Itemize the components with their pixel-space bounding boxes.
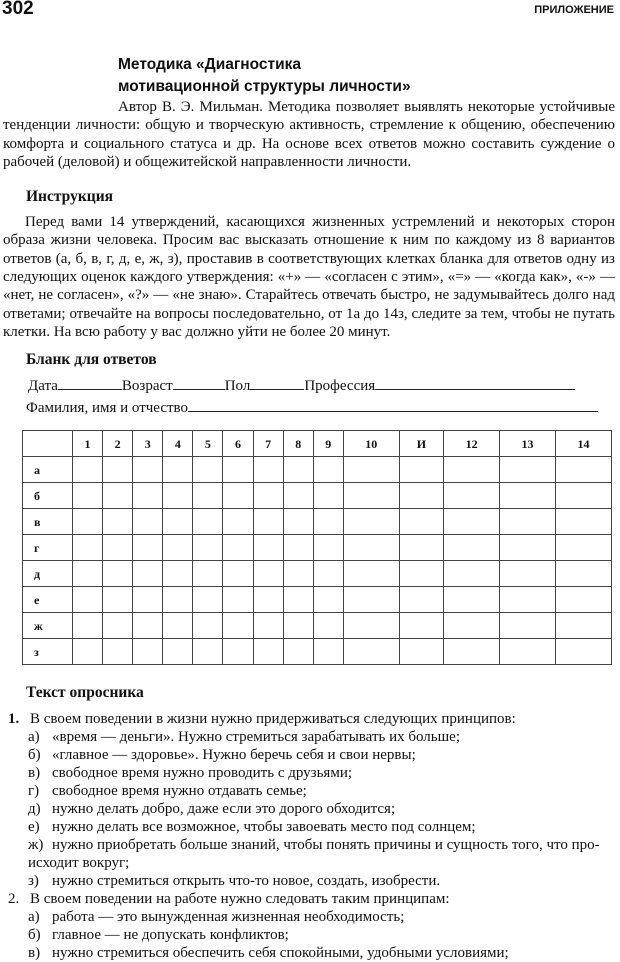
answer-cell[interactable] xyxy=(253,587,283,613)
option-text: «главное — здоровье». Нужно беречь себя и свои нервы; xyxy=(52,747,416,764)
answer-cell[interactable] xyxy=(103,561,133,587)
answer-cell[interactable] xyxy=(399,483,443,509)
questionnaire-list xyxy=(0,710,620,962)
column-header: 12 xyxy=(444,431,500,457)
answer-cell[interactable] xyxy=(163,535,193,561)
answer-cell[interactable] xyxy=(343,613,399,639)
answer-cell[interactable] xyxy=(103,483,133,509)
answer-cell[interactable] xyxy=(193,535,223,561)
question-option xyxy=(0,872,620,890)
answer-cell[interactable] xyxy=(163,509,193,535)
instruction-paragraph xyxy=(3,213,615,341)
answer-cell[interactable] xyxy=(283,535,313,561)
question-option xyxy=(0,908,620,926)
answer-cell[interactable] xyxy=(163,639,193,665)
question-option xyxy=(0,836,620,854)
answer-cell[interactable] xyxy=(73,509,103,535)
answer-cell[interactable] xyxy=(73,587,103,613)
answer-cell[interactable] xyxy=(103,613,133,639)
profession-field[interactable] xyxy=(375,375,575,390)
answer-cell[interactable] xyxy=(253,535,283,561)
answer-cell[interactable] xyxy=(163,561,193,587)
age-label: Возраст xyxy=(121,378,173,395)
answer-cell[interactable] xyxy=(133,457,163,483)
question-option xyxy=(0,728,620,746)
answer-cell[interactable] xyxy=(399,561,443,587)
option-text: нужно делать все возможное, чтобы завоевать место под солнцем; xyxy=(52,819,476,836)
answer-cell[interactable] xyxy=(500,613,556,639)
answer-cell[interactable] xyxy=(283,483,313,509)
answer-cell[interactable] xyxy=(313,457,343,483)
option-text: «время — деньги». Нужно стремиться зарабатывать их больше; xyxy=(52,729,461,746)
answer-grid xyxy=(22,430,612,665)
answer-cell[interactable] xyxy=(193,561,223,587)
grid-row xyxy=(23,587,612,613)
question-option xyxy=(0,818,620,836)
row-label: в xyxy=(23,509,73,535)
answer-cell[interactable] xyxy=(444,613,500,639)
answer-cell[interactable] xyxy=(103,509,133,535)
page-number: 302 xyxy=(2,0,34,19)
answer-cell[interactable] xyxy=(193,639,223,665)
option-letter: а) xyxy=(28,729,40,746)
answer-cell[interactable] xyxy=(253,457,283,483)
question-option xyxy=(0,764,620,782)
column-header: 13 xyxy=(500,431,556,457)
answer-cell[interactable] xyxy=(555,509,611,535)
question-option xyxy=(0,746,620,764)
answer-cell[interactable] xyxy=(399,509,443,535)
column-header: И xyxy=(399,431,443,457)
answer-cell[interactable] xyxy=(399,587,443,613)
option-text-continued: исходит вокруг; xyxy=(28,855,130,872)
answer-cell[interactable] xyxy=(283,457,313,483)
answer-cell[interactable] xyxy=(133,483,163,509)
answer-cell[interactable] xyxy=(500,483,556,509)
answer-cell[interactable] xyxy=(193,613,223,639)
answer-cell[interactable] xyxy=(313,561,343,587)
answer-cell[interactable] xyxy=(133,613,163,639)
option-text: свободное время нужно проводить с друзьями; xyxy=(52,765,353,782)
question-text: В своем поведении в жизни нужно придерживаться следующих принципов: xyxy=(30,711,516,728)
grid-row xyxy=(23,509,612,535)
option-text: главное — не допускать конфликтов; xyxy=(52,927,289,944)
answer-cell[interactable] xyxy=(73,483,103,509)
answer-cell[interactable] xyxy=(555,587,611,613)
answer-cell[interactable] xyxy=(163,613,193,639)
answer-cell[interactable] xyxy=(223,457,253,483)
answer-cell[interactable] xyxy=(223,639,253,665)
question-option xyxy=(0,782,620,800)
answer-cell[interactable] xyxy=(163,483,193,509)
row-label: з xyxy=(23,639,73,665)
answer-cell[interactable] xyxy=(193,587,223,613)
title-line: мотивационной структуры личности» xyxy=(118,78,411,95)
answer-cell[interactable] xyxy=(555,613,611,639)
answer-cell[interactable] xyxy=(313,483,343,509)
answer-cell[interactable] xyxy=(283,509,313,535)
sex-field[interactable] xyxy=(250,375,304,390)
answer-cell[interactable] xyxy=(253,561,283,587)
answer-cell[interactable] xyxy=(343,535,399,561)
answer-cell[interactable] xyxy=(343,561,399,587)
answer-cell[interactable] xyxy=(223,509,253,535)
answer-cell[interactable] xyxy=(223,613,253,639)
question-option xyxy=(0,800,620,818)
answer-cell[interactable] xyxy=(444,509,500,535)
answer-cell[interactable] xyxy=(103,587,133,613)
answer-cell[interactable] xyxy=(343,483,399,509)
answer-cell[interactable] xyxy=(133,639,163,665)
option-letter: в) xyxy=(28,765,41,782)
answer-cell[interactable] xyxy=(133,587,163,613)
option-text: работа — это вынужденная жизненная необходимость; xyxy=(52,909,405,926)
question xyxy=(0,710,620,728)
option-text: нужно приобретать больше знаний, чтобы понять причины и сущность того, что про- xyxy=(52,837,600,854)
option-text: нужно стремиться открыть что-то новое, создать, изобрести. xyxy=(52,873,441,890)
answer-cell[interactable] xyxy=(555,639,611,665)
answer-cell[interactable] xyxy=(444,483,500,509)
answer-cell[interactable] xyxy=(343,639,399,665)
name-row xyxy=(26,397,620,419)
instruction-heading: Инструкция xyxy=(26,188,114,206)
answer-cell[interactable] xyxy=(133,561,163,587)
option-letter: з) xyxy=(28,873,39,890)
answer-cell[interactable] xyxy=(555,535,611,561)
answer-cell[interactable] xyxy=(133,509,163,535)
question-number: 1. xyxy=(8,711,20,728)
row-label: г xyxy=(23,535,73,561)
row-label: е xyxy=(23,587,73,613)
answer-cell[interactable] xyxy=(313,587,343,613)
grid-row xyxy=(23,483,612,509)
answer-cell[interactable] xyxy=(223,587,253,613)
profession-label: Профессия xyxy=(304,378,376,395)
column-header: 6 xyxy=(223,431,253,457)
answer-cell[interactable] xyxy=(313,509,343,535)
option-text: нужно стремиться обеспечить себя спокойными, удобными условиями; xyxy=(52,945,509,962)
answer-cell[interactable] xyxy=(223,483,253,509)
option-letter: б) xyxy=(28,747,41,764)
column-header: 2 xyxy=(103,431,133,457)
answer-cell[interactable] xyxy=(500,639,556,665)
column-header: 9 xyxy=(313,431,343,457)
answer-cell[interactable] xyxy=(223,535,253,561)
column-header: 1 xyxy=(73,431,103,457)
date-field[interactable] xyxy=(58,375,122,390)
question-option xyxy=(0,944,620,962)
option-letter: г) xyxy=(28,783,40,800)
intro-text: Автор В. Э. Мильман. Методика позволяет выявлять некоторые устойчивые тенденции личности: общую и творческую активность, стремление к общению, обеспечению комфорта и социального статуса и др. На основе всех ответов можно составить суждение о рабочей (деловой) и общежитейской направленности личности. xyxy=(3,99,615,170)
option-letter: д) xyxy=(28,801,41,818)
column-header: 5 xyxy=(193,431,223,457)
age-field[interactable] xyxy=(173,375,225,390)
column-header: 4 xyxy=(163,431,193,457)
answer-cell[interactable] xyxy=(283,561,313,587)
option-text: нужно делать добро, даже если это дорого обходится; xyxy=(52,801,396,818)
option-letter: ж) xyxy=(28,837,44,854)
sex-label: Пол xyxy=(224,378,251,395)
answer-cell[interactable] xyxy=(253,483,283,509)
answer-cell[interactable] xyxy=(555,561,611,587)
answer-cell[interactable] xyxy=(193,457,223,483)
answer-cell[interactable] xyxy=(343,457,399,483)
answer-cell[interactable] xyxy=(343,509,399,535)
page-title xyxy=(118,54,620,98)
column-header: 10 xyxy=(343,431,399,457)
grid-row xyxy=(23,639,612,665)
answer-cell[interactable] xyxy=(73,639,103,665)
answer-cell[interactable] xyxy=(313,535,343,561)
name-field[interactable] xyxy=(188,397,598,412)
running-title: ПРИЛОЖЕНИЕ xyxy=(534,4,614,16)
row-label: а xyxy=(23,457,73,483)
grid-row xyxy=(23,561,612,587)
answer-cell[interactable] xyxy=(313,613,343,639)
answer-cell[interactable] xyxy=(399,639,443,665)
answer-cell[interactable] xyxy=(399,613,443,639)
answer-cell[interactable] xyxy=(283,613,313,639)
question-option xyxy=(0,926,620,944)
answer-cell[interactable] xyxy=(73,613,103,639)
row-label: д xyxy=(23,561,73,587)
answer-cell[interactable] xyxy=(500,509,556,535)
option-letter: б) xyxy=(28,927,41,944)
column-header: 14 xyxy=(555,431,611,457)
answer-cell[interactable] xyxy=(500,561,556,587)
answer-cell[interactable] xyxy=(193,509,223,535)
grid-row xyxy=(23,457,612,483)
question-number: 2. xyxy=(8,891,20,908)
instruction-text: Перед вами 14 утверждений, касающихся жизненных устремлений и некоторых сторон образа жизни человека. Просим вас высказать отношение к ним по каждому из 8 вариантов ответов (а, б, в, г, д, е, ж, з), проставив в соответствующих клетках бланка для ответов одну из следующих оценок каждого утверждения: «+» — «согласен с этим», «=» — «когда как», «-» — «нет, не согласен», «?» — «не знаю». Старайтесь отвечать быстро, не задумывайтесь долго над ответами; отвечайте на вопросы последовательно, от 1а до 14з, следите за тем, чтобы не путать клетки. На всю работу у вас должно уйти не более 20 минут. xyxy=(3,214,615,340)
question-text: В своем поведении на работе нужно следовать таким принципам: xyxy=(30,891,450,908)
answer-cell[interactable] xyxy=(163,587,193,613)
answer-cell[interactable] xyxy=(444,535,500,561)
column-header: 7 xyxy=(253,431,283,457)
grid-corner xyxy=(23,431,73,457)
answer-cell[interactable] xyxy=(193,483,223,509)
column-header: 8 xyxy=(283,431,313,457)
grid-row xyxy=(23,535,612,561)
column-header: 3 xyxy=(133,431,163,457)
answer-cell[interactable] xyxy=(103,639,133,665)
answer-cell[interactable] xyxy=(283,639,313,665)
page-header xyxy=(0,0,620,20)
answer-cell[interactable] xyxy=(133,535,163,561)
answer-cell[interactable] xyxy=(73,457,103,483)
option-letter: е) xyxy=(28,819,40,836)
answer-cell[interactable] xyxy=(103,535,133,561)
answer-cell[interactable] xyxy=(103,457,133,483)
answer-cell[interactable] xyxy=(313,639,343,665)
grid-header-row xyxy=(23,431,612,457)
form-heading: Бланк для ответов xyxy=(26,351,157,369)
questionnaire-heading: Текст опросника xyxy=(26,684,144,702)
question xyxy=(0,890,620,908)
option-text: свободное время нужно отдавать семье; xyxy=(52,783,307,800)
answer-cell[interactable] xyxy=(253,509,283,535)
answer-cell[interactable] xyxy=(399,535,443,561)
answer-cell[interactable] xyxy=(444,587,500,613)
form-fields-row xyxy=(28,375,620,397)
grid-row xyxy=(23,613,612,639)
answer-cell[interactable] xyxy=(555,483,611,509)
row-label: ж xyxy=(23,613,73,639)
name-label: Фамилия, имя и отчество xyxy=(26,400,189,417)
answer-cell[interactable] xyxy=(253,639,283,665)
answer-cell[interactable] xyxy=(253,613,283,639)
answer-cell[interactable] xyxy=(444,457,500,483)
answer-cell[interactable] xyxy=(343,587,399,613)
title-line: Методика «Диагностика xyxy=(118,56,302,73)
answer-cell[interactable] xyxy=(73,561,103,587)
answer-cell[interactable] xyxy=(500,587,556,613)
option-letter: в) xyxy=(28,945,41,962)
answer-cell[interactable] xyxy=(223,561,253,587)
answer-cell[interactable] xyxy=(73,535,103,561)
answer-cell[interactable] xyxy=(163,457,193,483)
answer-cell[interactable] xyxy=(444,561,500,587)
option-letter: а) xyxy=(28,909,40,926)
answer-cell[interactable] xyxy=(283,587,313,613)
answer-cell[interactable] xyxy=(500,535,556,561)
date-label: Дата xyxy=(28,378,58,395)
intro-paragraph xyxy=(3,98,615,171)
answer-cell[interactable] xyxy=(555,457,611,483)
row-label: б xyxy=(23,483,73,509)
answer-cell[interactable] xyxy=(399,457,443,483)
answer-cell[interactable] xyxy=(444,639,500,665)
answer-cell[interactable] xyxy=(500,457,556,483)
